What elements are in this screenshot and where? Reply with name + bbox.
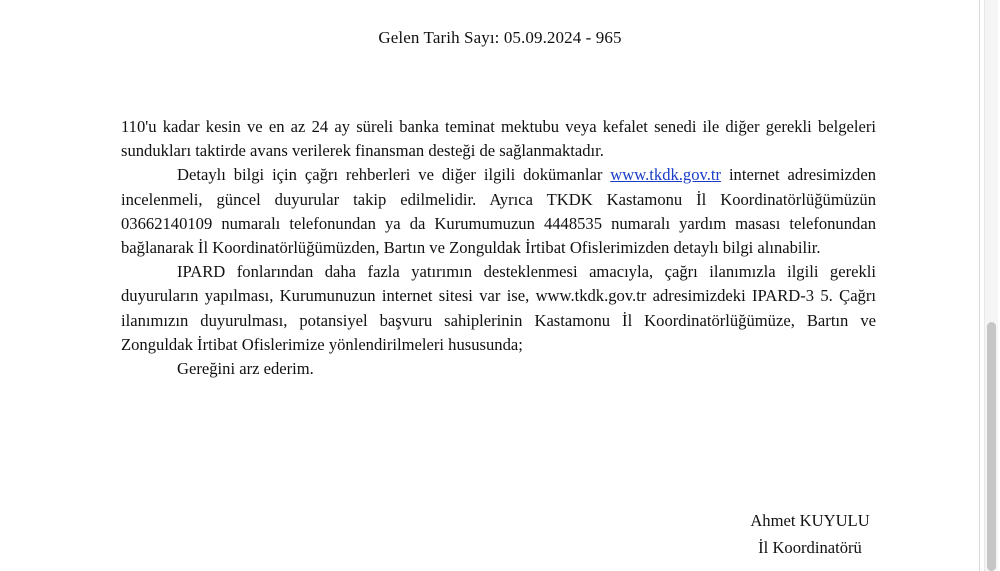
paragraph-guarantee-continuation: 110'u kadar kesin ve en az 24 ay süreli banka teminat mektubu veya kefalet senedi ile diğer gerekli belgeleri sundukları taktirde avans verilerek finansman desteği de sağlanmaktadır. (121, 117, 876, 161)
signatory-name: Ahmet KUYULU (750, 511, 870, 530)
signature-block (720, 507, 900, 561)
received-date-number: Gelen Tarih Sayı: 05.09.2024 - 965 (378, 28, 622, 47)
paragraph-ipard-announcement: IPARD fonlarından daha fazla yatırımın desteklenmesi amacıyla, çağrı ilanımızla ilgili gerekli duyuruların yapılması, Kurumunuzun internet sitesi var ise, www.tkdk.gov.tr adresimizdeki IPARD-3 5. Çağrı ilanımızın duyurulması, potansiyel başvuru sahiplerinin Kastamonu İl Koordinatörlüğümüze, Bartın ve Zonguldak İrtibat Ofislerimize yönlendirilmeleri hususunda; (121, 262, 876, 354)
letter-body (121, 115, 876, 381)
tkdk-website-link[interactable]: www.tkdk.gov.tr (610, 165, 722, 185)
paragraph-detailed-info (121, 163, 876, 260)
paragraph-detailed-info-rest: internet adresimizden incelenmeli, güncel duyurular takip edilmelidir. Ayrıca TKDK Kastamonu İl Koordinatörlüğümüzün 03662140109 numaralı telefonundan ya da Kurumumuzun 4448535 numaralı yardım masası telefonundan bağlanarak İl Koordinatörlüğümüzden, Bartın ve Zonguldak İrtibat Ofislerimizden detaylı bilgi alınabilir. (121, 165, 876, 258)
page-edge (979, 0, 980, 571)
paragraph-detailed-info-lead: Detaylı bilgi için çağrı rehberleri ve diğer ilgili dokümanlar (177, 165, 611, 185)
signatory-title: İl Koordinatörü (758, 538, 862, 557)
paragraph-closing: Gereğini arz ederim. (177, 359, 314, 379)
scrollbar-thumb[interactable] (987, 322, 996, 571)
